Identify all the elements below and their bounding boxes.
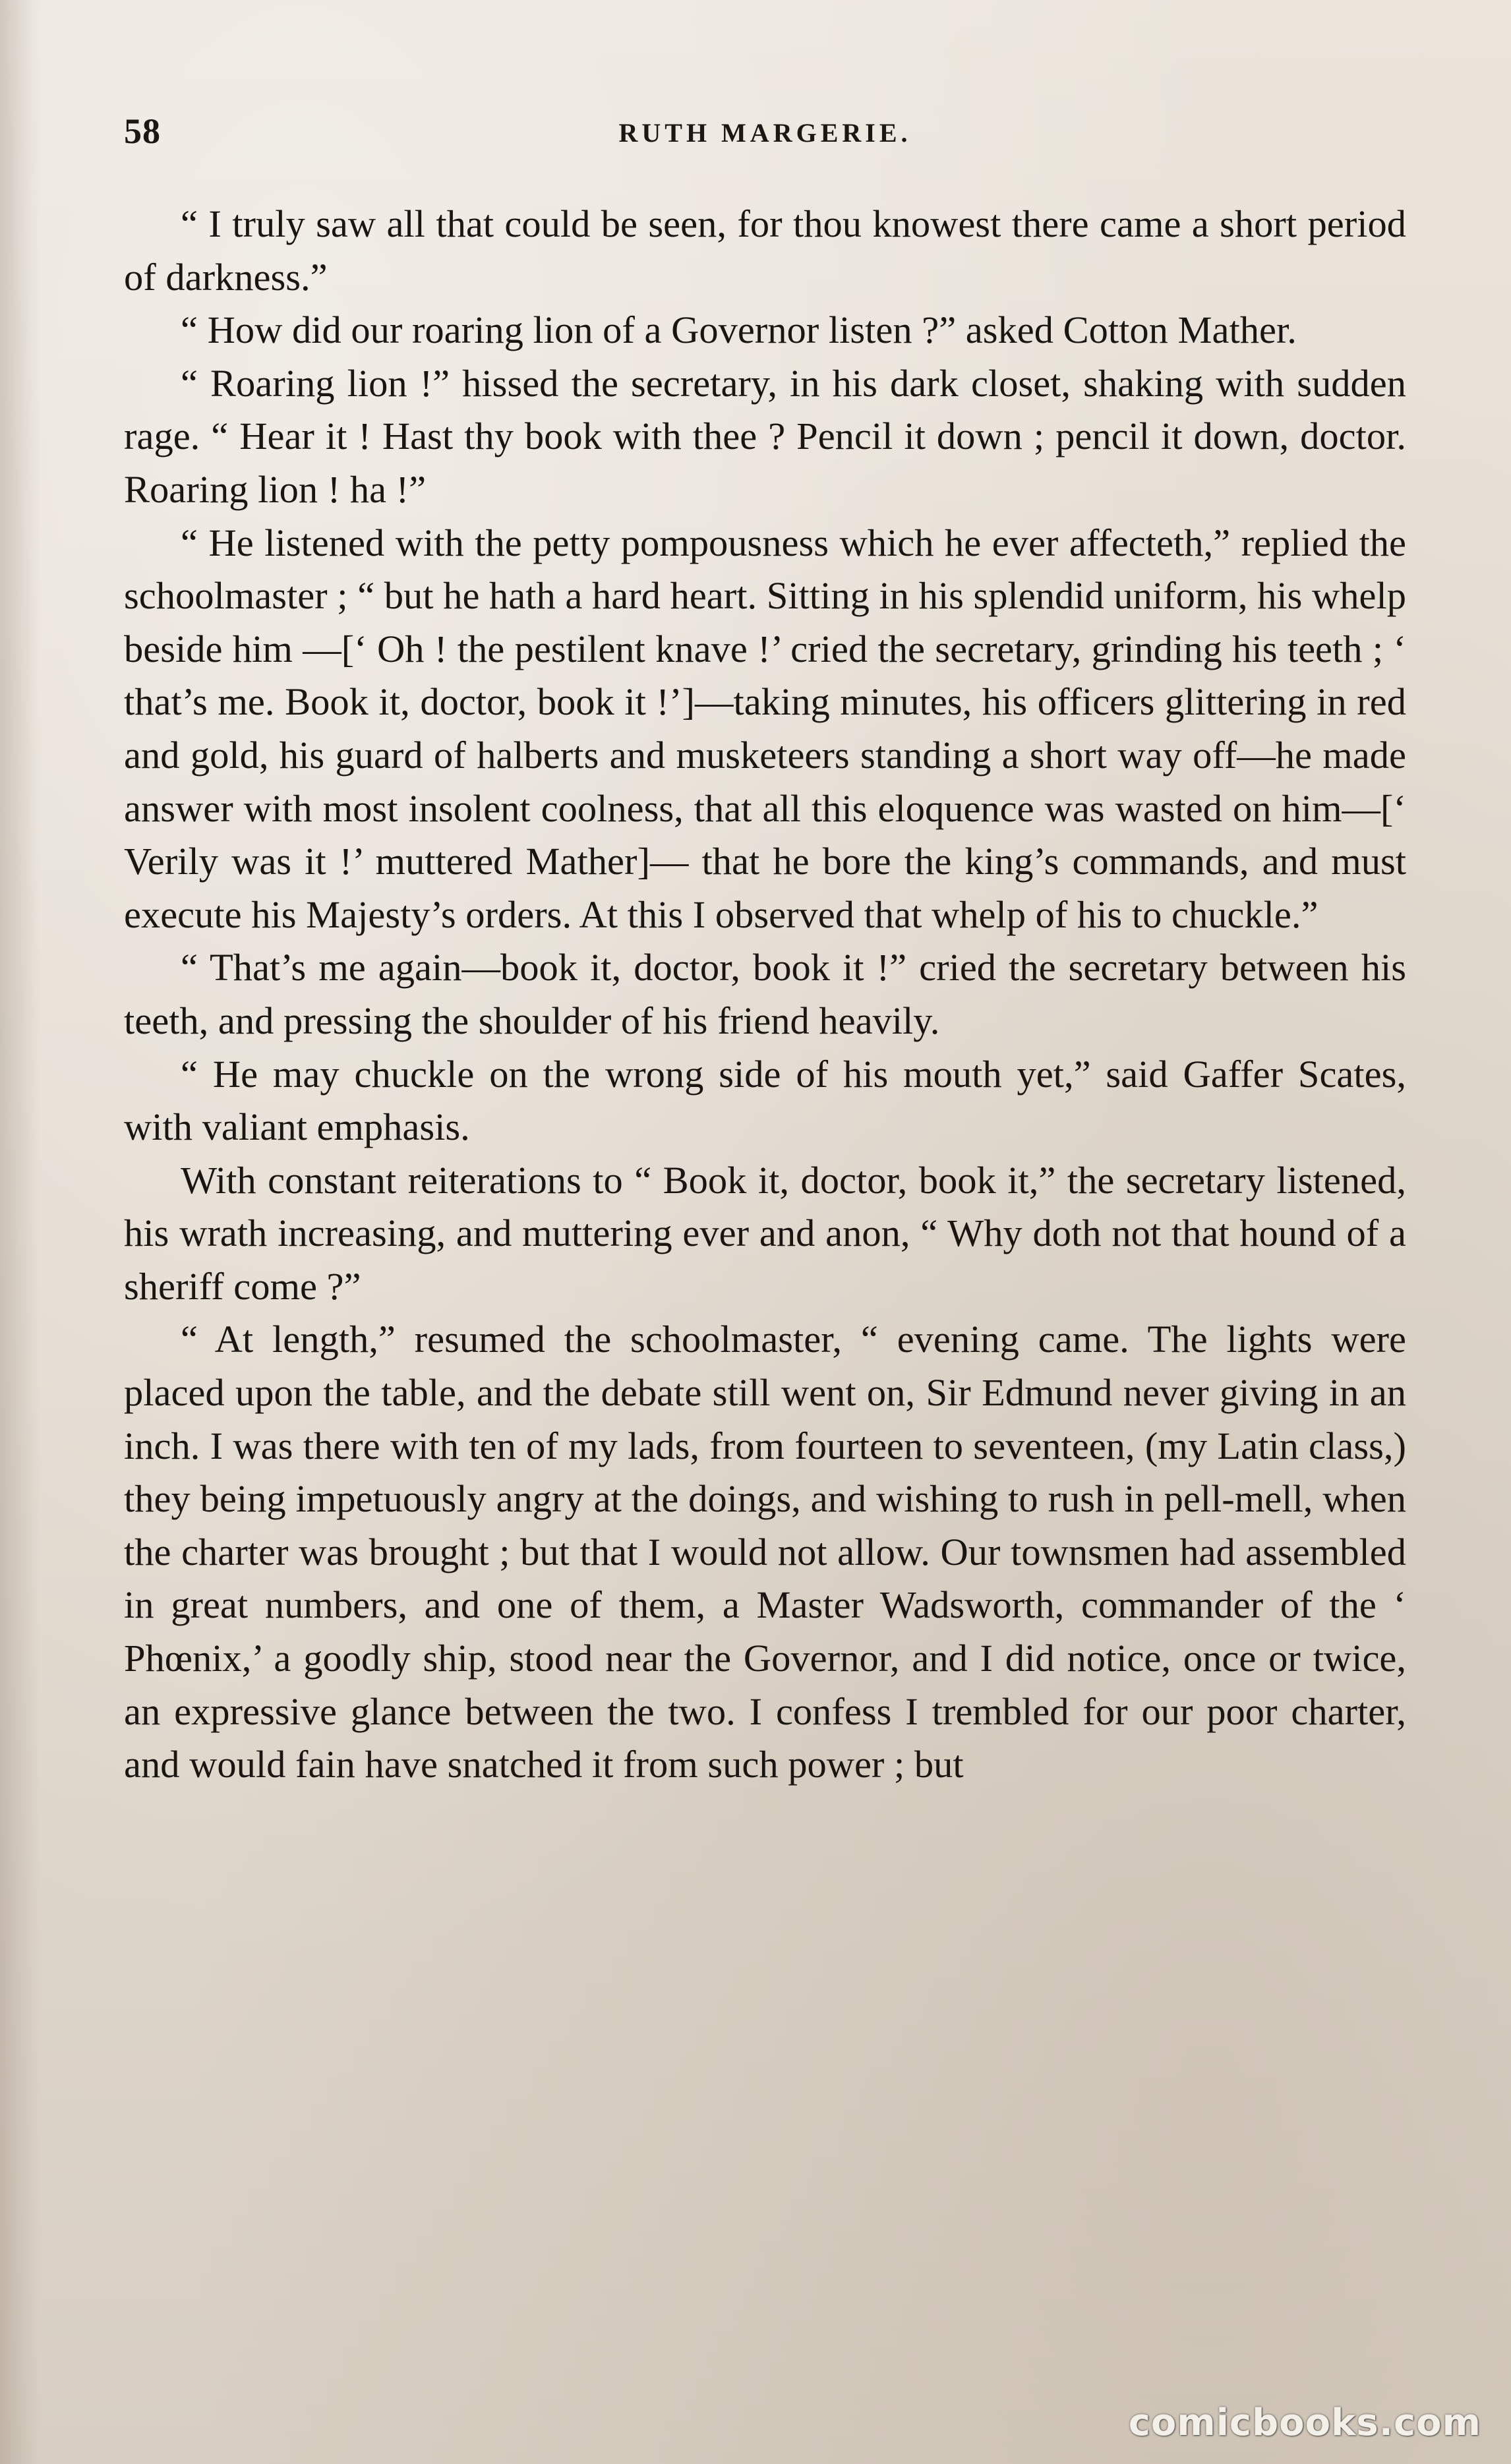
running-head: RUTH MARGERIE. [618,118,912,148]
watermark: comicbooks.com [1128,2401,1481,2444]
paragraph: “ How did our roaring lion of a Governor listen ?” asked Cotton Mather. [181,308,1297,352]
paragraph: “ Roaring lion !” hissed the secretary, in his dark closet, shaking with sudden rage. “ Hear it ! Hast thy book with thee ? Pencil it down ; pencil it down, doctor. Roaring lion ! ha !” [124,361,1406,511]
paragraph: “ That’s me again—book it, doctor, book it !” cried the secretary between his teeth, and pressing the shoulder of his friend heavily. [124,946,1406,1042]
paragraph: “ He listened with the petty pompousness which he ever affecteth,” replied the schoolmaster ; “ but he hath a hard heart. Sitting in his splendid uniform, his whelp beside him —[‘ Oh ! the pestilent knave !’ cried the secretary, grinding his teeth ; ‘ that’s me. Book it, doctor, book it !’]—taking minutes, his officers glittering in red and gold, his guard of halberts and musketeers standing a short way off—he made answer with most insolent coolness, that all this eloquence was wasted on him—[‘ Verily was it !’ muttered Mather]— that he bore the king’s commands, and must execute his Majesty’s orders. At this I observed that whelp of his to chuckle.” [124,521,1406,936]
paragraph: “ He may chuckle on the wrong side of his mouth yet,” said Gaffer Scates, with valiant emphasis. [124,1052,1406,1149]
spine-shadow [0,0,40,2464]
paragraph: “ I truly saw all that could be seen, for thou knowest there came a short period of darkness.” [124,202,1406,299]
paragraph: With constant reiterations to “ Book it, doctor, book it,” the secretary listened, his wrath increasing, and muttering ever and anon, “ Why doth not that hound of a sheriff come ?” [124,1158,1406,1308]
page-number: 58 [124,111,161,151]
body-text [124,198,1406,1792]
page-header [124,111,1406,157]
paragraph: “ At length,” resumed the schoolmaster, “ evening came. The lights were placed upon the table, and the debate still went on, Sir Edmund never giving in an inch. I was there with ten of my lads, from fourteen to seventeen, (my Latin class,) they being impetuously angry at the doings, and wishing to rush in pell-mell, when the charter was brought ; but that I would not allow. Our townsmen had assembled in great numbers, and one of them, a Master Wadsworth, commander of the ‘ Phœnix,’ a goodly ship, stood near the Governor, and I did notice, once or twice, an expressive glance between the two. I confess I trembled for our poor charter, and would fain have snatched it from such power ; but [124,1318,1406,1786]
